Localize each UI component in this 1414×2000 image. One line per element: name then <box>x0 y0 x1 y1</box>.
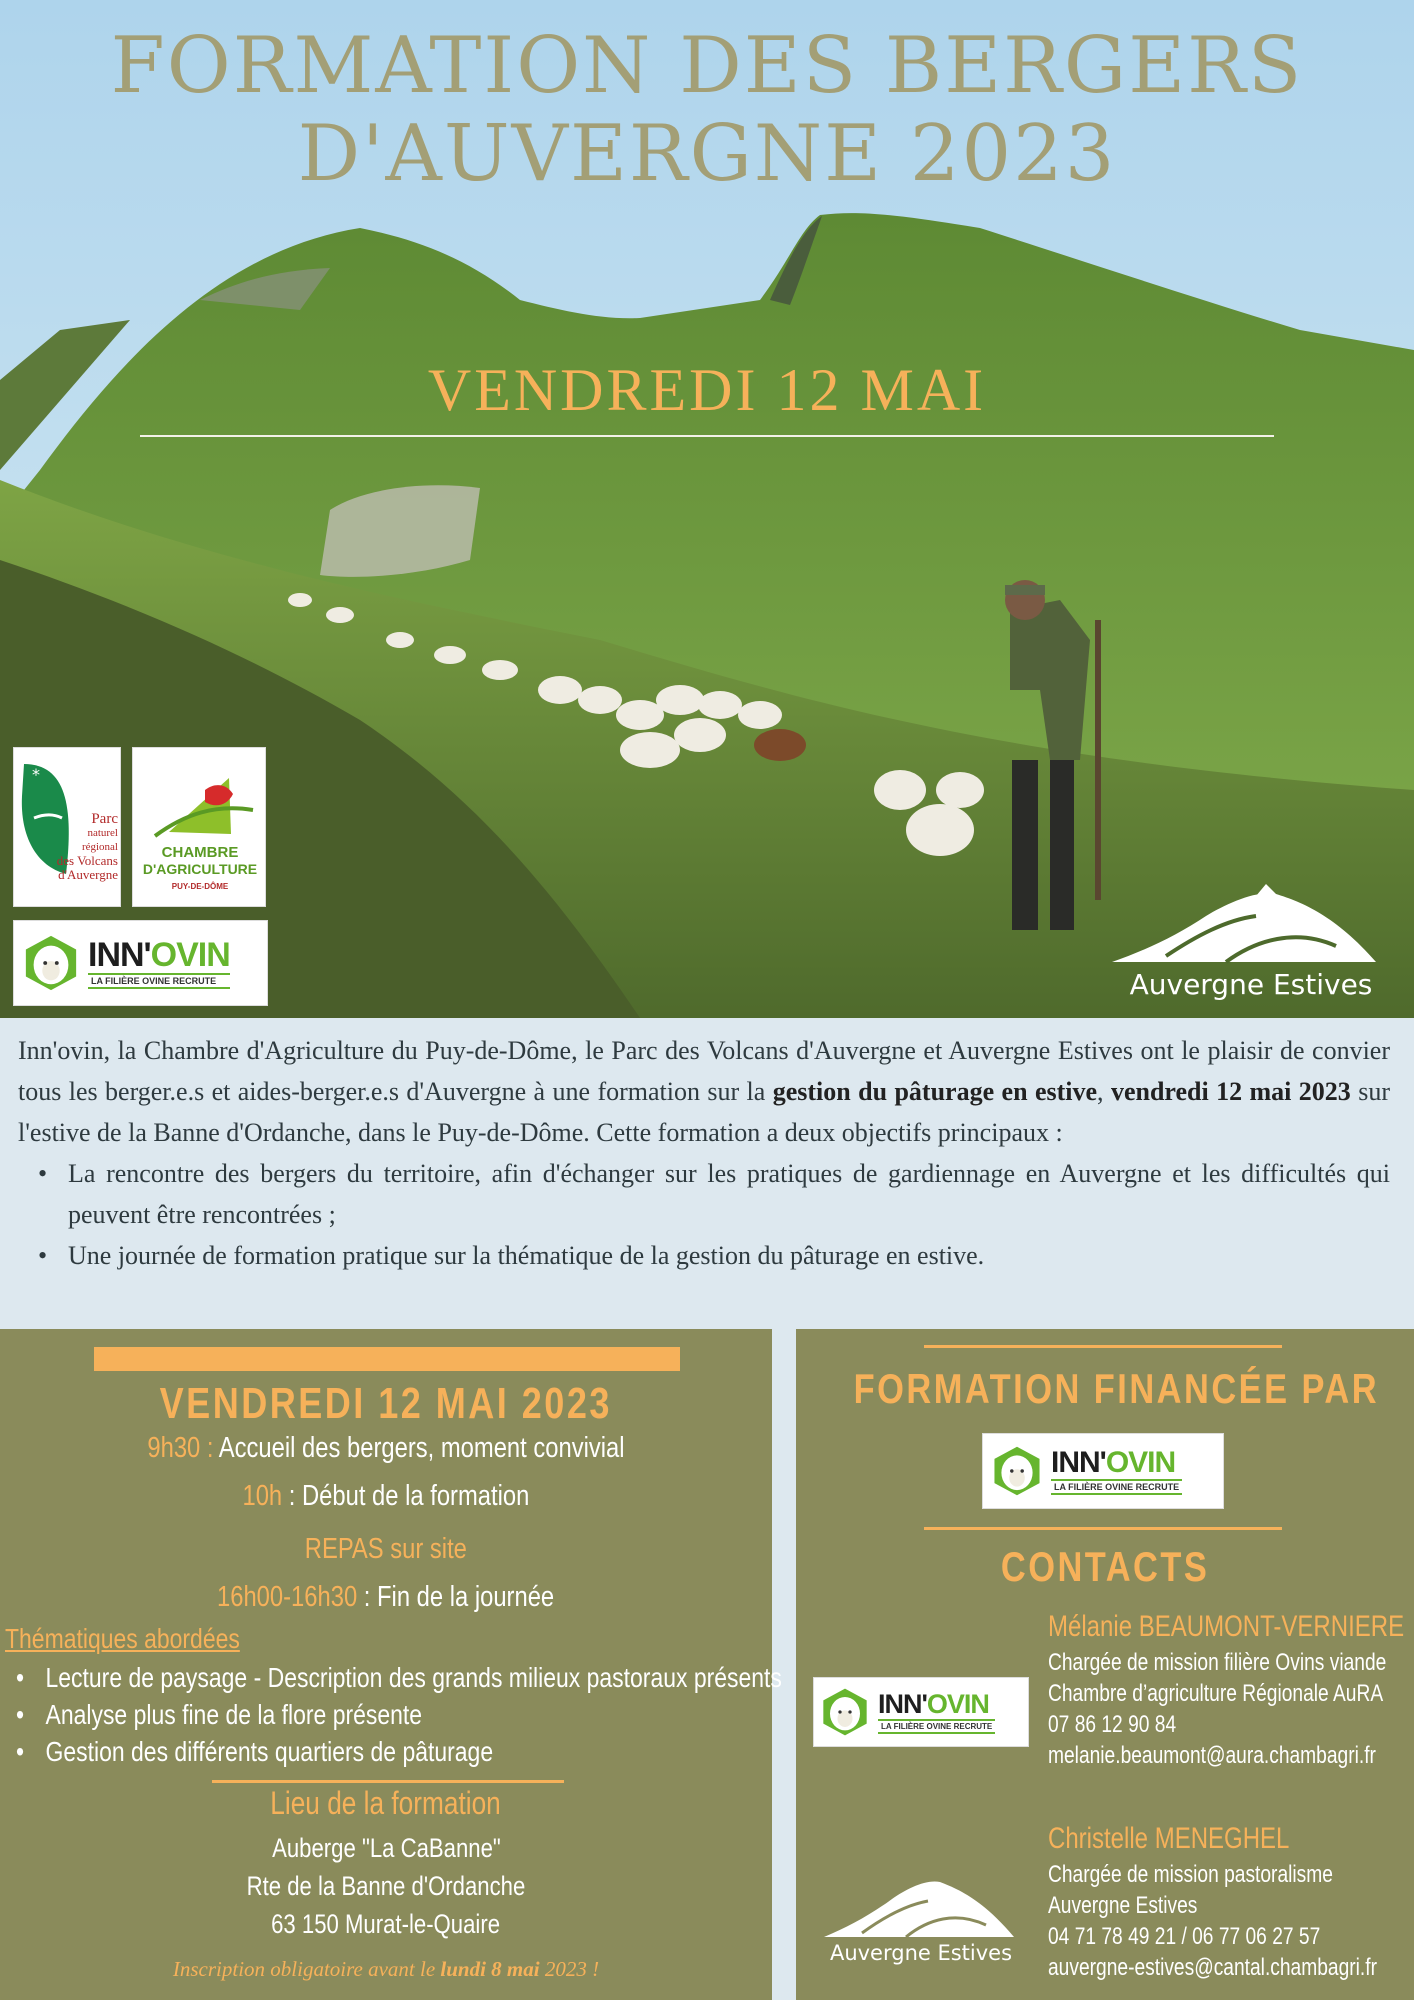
objectives-list <box>18 1153 1390 1276</box>
themes-title: Thématiques abordées <box>5 1623 240 1654</box>
list-item: • La rencontre des bergers du territoire, afin d'échanger sur les pratiques de gardiennage en Auvergne et les difficultés qui peuvent être rencontrées ; <box>18 1153 1390 1235</box>
chambre-agriculture-logo <box>132 747 266 907</box>
place-line-2: Rte de la Banne d'Ordanche <box>246 1871 526 1901</box>
innovin-tagline: LA FILIÈRE OVINE RECRUTE <box>878 1719 995 1734</box>
funding-heading: FORMATION FINANCÉE PAR <box>853 1365 1380 1412</box>
place-divider <box>212 1780 564 1783</box>
intro-bold-topic: gestion du pâturage en estive <box>772 1077 1098 1106</box>
intro-paragraph: Inn'ovin, la Chambre d'Agriculture du Puy-de-Dôme, le Parc des Volcans d'Auvergne et Auvergne Estives ont le plaisir de convier tous les berger.e.s et aides-berger.e.s d'Auvergne à une formation sur la gestion du pâturage en estive, vendredi 12 mai 2023 sur l'estive de la Banne d'Ordanche, dans le Puy-de-Dôme. Cette formation a deux objectifs principaux : <box>18 1036 1390 1147</box>
sheep-icon <box>820 1687 870 1737</box>
registration-notice: Inscription obligatoire avant le lundi 8 mai 2023 ! <box>172 1957 600 1981</box>
sheep-icon <box>991 1445 1043 1497</box>
contact-1-email[interactable]: melanie.beaumont@aura.chambagri.fr <box>1048 1742 1376 1769</box>
innovin-name: INN'OVIN <box>88 936 230 974</box>
mountains-logo-icon <box>1106 876 1396 966</box>
schedule-end: 16h00-16h30 : Fin de la journée <box>217 1581 555 1613</box>
schedule-arrival: 9h30 : Accueil des bergers, moment convivial <box>147 1432 625 1464</box>
funding-top-divider <box>924 1345 1282 1348</box>
innovin-name: INN'OVIN <box>878 1689 989 1719</box>
contact-2-email[interactable]: auvergne-estives@cantal.chambagri.fr <box>1048 1954 1377 1981</box>
contact-2 <box>1048 1819 1400 1983</box>
contact-1 <box>1048 1607 1405 1771</box>
contact-1-phone[interactable]: 07 86 12 90 84 <box>1048 1711 1177 1738</box>
parc-logo-line5: d'Auvergne <box>58 867 118 882</box>
title-line-1: FORMATION DES BERGERS <box>110 21 1304 111</box>
chambre-logo-line3: PUY-DE-DÔME <box>171 882 229 891</box>
title-line-2: D'AUVERGNE 2023 <box>297 109 1117 199</box>
innovin-logo-contact <box>813 1677 1029 1747</box>
chambre-agriculture-icon <box>135 754 265 846</box>
contact-1-name: Mélanie BEAUMONT-VERNIERE <box>1048 1610 1405 1643</box>
chambre-logo-line1: CHAMBRE <box>161 844 239 861</box>
place-title: Lieu de la formation <box>270 1785 502 1821</box>
place-line-1: Auberge "La CaBanne" <box>271 1833 501 1863</box>
intro-section <box>0 1018 1414 1329</box>
program-top-bar <box>94 1347 680 1371</box>
program-heading: VENDREDI 12 MAI 2023 <box>159 1379 613 1428</box>
funding-contacts-panel <box>796 1329 1414 2000</box>
parc-logo-line4: des Volcans <box>56 853 118 868</box>
estives-logo-label: Auvergne Estives <box>1129 968 1373 1001</box>
innovin-tagline: LA FILIÈRE OVINE RECRUTE <box>1051 1479 1182 1495</box>
intro-bold-date: vendredi 12 mai 2023 <box>1110 1077 1351 1106</box>
innovin-name: INN'OVIN <box>1051 1446 1176 1479</box>
page-title <box>0 22 1414 198</box>
contact-2-org: Auvergne Estives <box>1048 1892 1198 1919</box>
contact-1-role: Chargée de mission filière Ovins viande <box>1048 1649 1387 1676</box>
list-item: • Analyse plus fine de la flore présente <box>16 1699 423 1730</box>
themes-list <box>16 1659 782 1770</box>
chambre-logo-line2: D'AGRICULTURE <box>142 861 258 877</box>
auvergne-estives-logo-contact <box>818 1869 1024 1981</box>
contact-1-org: Chambre d’agriculture Régionale AuRA <box>1048 1680 1384 1707</box>
mountains-logo-icon <box>818 1869 1024 1941</box>
contact-2-role: Chargée de mission pastoralisme <box>1048 1861 1333 1888</box>
contacts-divider <box>924 1527 1282 1530</box>
program-panel <box>0 1329 782 2000</box>
schedule-meal: REPAS sur site <box>304 1533 468 1565</box>
list-item: • Une journée de formation pratique sur la thématique de la gestion du pâturage en estive. <box>18 1235 1390 1276</box>
hero-divider <box>140 435 1274 437</box>
sheep-icon <box>22 934 80 992</box>
schedule-start: 10h : Début de la formation <box>242 1480 530 1512</box>
contact-2-name: Christelle MENEGHEL <box>1048 1822 1290 1855</box>
parc-logo-line3: régional <box>81 841 118 853</box>
parc-logo-line2: naturel <box>87 827 118 839</box>
svg-text:*: * <box>32 765 40 784</box>
list-item: • Lecture de paysage - Description des grands milieux pastoraux présents <box>16 1662 782 1693</box>
parc-logo-line1: Parc <box>91 811 118 827</box>
hero-date: VENDREDI 12 MAI <box>427 357 987 423</box>
innovin-logo-funding <box>982 1433 1224 1509</box>
contacts-heading: CONTACTS <box>1000 1543 1210 1590</box>
estives-logo-label: Auvergne Estives <box>829 1941 1013 1965</box>
innovin-tagline: LA FILIÈRE OVINE RECRUTE <box>88 973 230 989</box>
parc-volcans-logo <box>13 747 121 907</box>
contact-2-phone[interactable]: 04 71 78 49 21 / 06 77 06 27 57 <box>1048 1923 1321 1950</box>
auvergne-estives-logo-hero <box>1106 876 1396 1006</box>
place-line-3: 63 150 Murat-le-Quaire <box>271 1909 501 1939</box>
innovin-logo-hero <box>13 920 268 1006</box>
list-item: • Gestion des différents quartiers de pâturage <box>16 1736 494 1767</box>
